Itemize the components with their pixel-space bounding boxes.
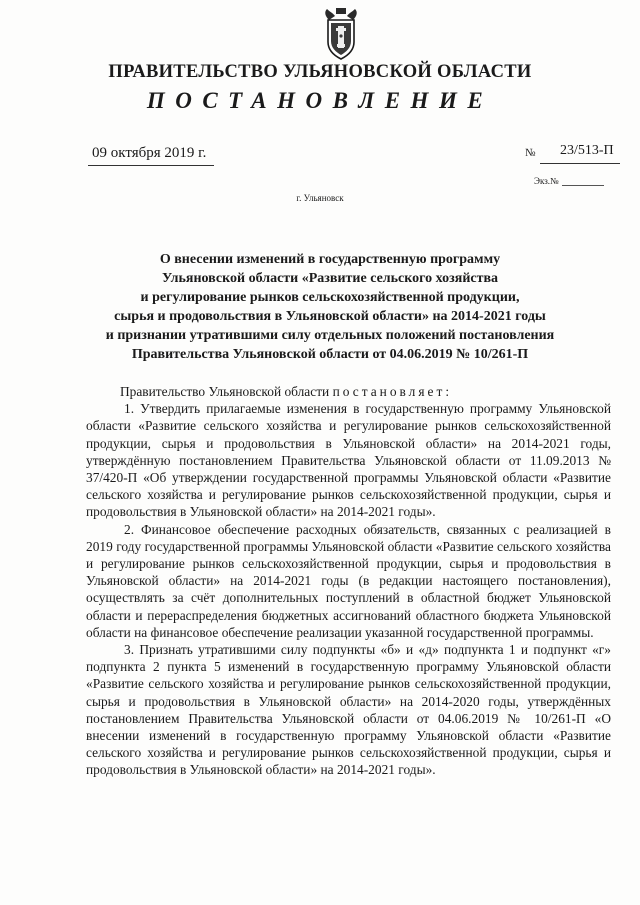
coat-of-arms-icon — [321, 6, 361, 61]
organization-name: ПРАВИТЕЛЬСТВО УЛЬЯНОВСКОЙ ОБЛАСТИ — [108, 62, 532, 82]
intro-resolves: постановляет: — [332, 384, 453, 399]
paragraph-2: 2. Финансовое обеспечение расходных обязательств, связанных с реализацией в 2019 году государственной программы Ульяновской области «Развитие сельского хозяйства и регулирование рынков сельскохозяйственной продукции, сырья и продовольствия в Ульяновской области» на 2014-2021 годы (в редакции настоящего постановления), осуществлять за счёт дополнительных поступлений в областной бюджет Ульяновской области и перераспределения бюджетных ассигнований областного бюджета Ульяновской области на финансовое обеспечение реализации указанной государственной программы. — [86, 521, 611, 640]
title-line: и признании утратившими силу отдельных положений постановления — [105, 328, 555, 343]
copy-number-label: Экз.№ — [534, 176, 559, 186]
title-line: Ульяновской области «Развитие сельского хозяйства — [161, 271, 499, 286]
copy-number-underline — [562, 185, 604, 186]
intro-paragraph — [86, 383, 611, 400]
title-line: О внесении изменений в государственную программу — [159, 252, 501, 267]
document-date: 09 октября 2019 г. — [92, 145, 207, 161]
title-line: сырья и продовольствия в Ульяновской области» на 2014-2021 годы — [114, 309, 546, 324]
number-underline — [540, 163, 620, 164]
paragraph-3: 3. Признать утратившими силу подпункты «б» и «д» подпункта 1 и подпункт «г» подпункта 2 пункта 5 изменений в государственную программу Ульяновской области «Развитие сельского хозяйства и регулирование рынков сельскохозяйственной продукции, сырья и продовольствия в Ульяновской области» на 2014-2020 годы, утверждённых постановлением Правительства Ульяновской области от 04.06.2019 № 10/261-П «О внесении изменений в государственную программу Ульяновской области «Развитие сельского хозяйства и регулирование рынков сельскохозяйственной продукции, сырья и продовольствия в Ульяновской области» на 2014-2021 годы». — [86, 642, 611, 778]
title-line: Правительства Ульяновской области от 04.06.2019 № 10/261-П — [131, 347, 529, 362]
number-label: № — [525, 147, 536, 159]
title-line: и регулирование рынков сельскохозяйственной продукции, — [140, 290, 520, 305]
document-type: ПОСТАНОВЛЕНИЕ — [146, 88, 494, 113]
date-underline — [88, 165, 214, 166]
document-body — [86, 383, 611, 779]
document-title — [60, 250, 600, 364]
intro-prefix: Правительство Ульяновской области — [120, 384, 330, 399]
city: г. Ульяновск — [296, 193, 344, 203]
paragraph-1: 1. Утвердить прилагаемые изменения в государственную программу Ульяновской области «Развитие сельского хозяйства и регулирование рынков сельскохозяйственной продукции, сырья и продовольствия в Ульяновской области» на 2014-2021 годы, утверждённую постановлением Правительства Ульяновской области от 11.09.2013 № 37/420-П «Об утверждении государственной программы Ульяновской области «Развитие сельского хозяйства и регулирование рынков сельскохозяйственной продукции, сырья и продовольствия в Ульяновской области» на 2014-2021 годы». — [86, 401, 611, 520]
document-number: 23/513-П — [560, 143, 614, 158]
